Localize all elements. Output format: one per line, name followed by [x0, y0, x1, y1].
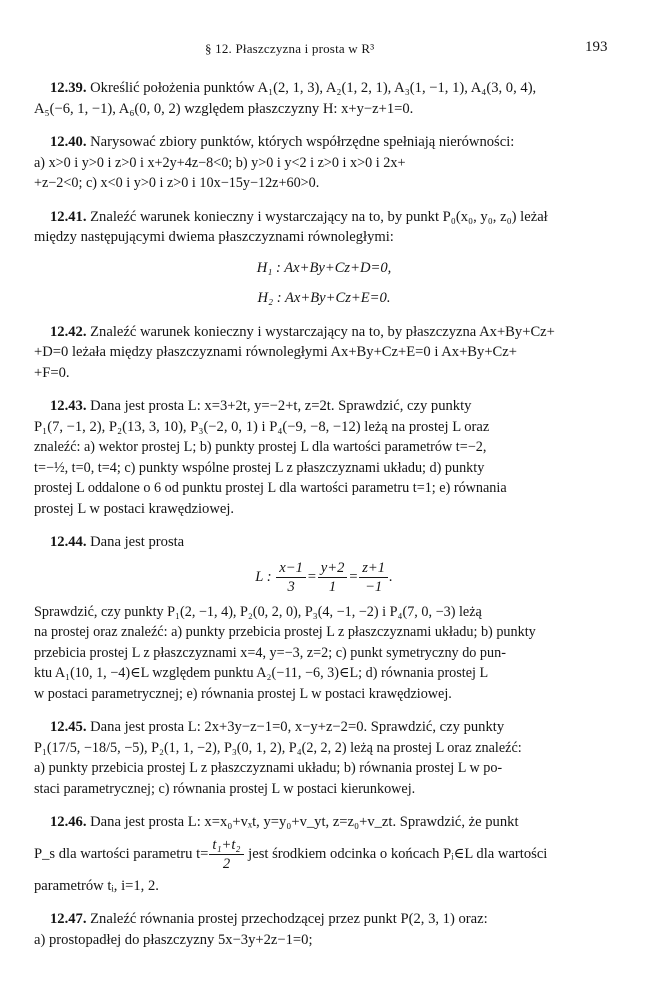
problem-line: [34, 78, 614, 99]
problem-number: 12.46.: [50, 814, 87, 830]
problem-line: Sprawdzić, czy punkty P₁(2, −1, 4), P₂(0, 2, 0), P₃(4, −1, −2) i P₄(7, 0, −3) leżą: [34, 603, 482, 620]
problem-line: na prostej oraz znaleźć: a) punkty przebicia prostej L z płaszczyznami układu; b) punkty: [34, 624, 536, 640]
problem-line: staci parametrycznej; c) równania prostej L w postaci kierunkowej.: [34, 780, 416, 797]
problem-line: [34, 909, 614, 930]
problem-number: 12.39.: [50, 80, 87, 96]
problem-number: 12.41.: [50, 208, 87, 225]
fraction-x: [276, 559, 306, 596]
problem-line: +D=0 leżała między płaszczyznami równoległymi Ax+By+Cz+E=0 i Ax+By+Cz+: [34, 344, 518, 360]
problem-line: A₅(−6, 1, −1), A₆(0, 0, 2) względem płaszczyzny H: x+y−z+1=0.: [34, 100, 414, 117]
fraction-denominator: 1: [328, 578, 337, 595]
fraction-numerator: z+1: [359, 559, 388, 578]
running-header: [0, 38, 672, 60]
problem-12-42: [34, 322, 614, 384]
problem-number: 12.42.: [50, 323, 87, 340]
problem-text: Określić położenia punktów A₁(2, 1, 3), A₂(1, 2, 1), A₃(1, −1, 1), A₄(3, 0, 4),: [90, 80, 537, 96]
problem-line: [34, 132, 614, 153]
problem-line: [34, 532, 614, 553]
problem-12-45: [34, 717, 614, 799]
fraction-y: [318, 559, 348, 596]
fraction-numerator: y+2: [318, 559, 348, 578]
problem-line: P₁(17/5, −18/5, −5), P₂(1, 1, −2), P₃(0, 1, 2), P₄(2, 2, 2) leżą na prostej L oraz znaleźć:: [34, 739, 522, 756]
problem-line: [34, 207, 614, 228]
equation-h1: H₁ : Ax+By+Cz+D=0,: [256, 259, 392, 276]
problem-text: P_s dla wartości parametru t=: [34, 845, 209, 862]
problem-line: [34, 322, 614, 343]
problem-text: jest środkiem odcinka o końcach Pᵢ∈L dla wartości: [248, 845, 548, 862]
problem-line: prostej L oddalone o 6 od punktu prostej L dla wartości parametru t=1; e) równania: [34, 480, 507, 496]
equation-h2: H₂ : Ax+By+Cz+E=0.: [257, 290, 391, 306]
problem-number: 12.43.: [50, 398, 87, 414]
fraction-numerator: x−1: [276, 559, 306, 578]
fraction-numerator: t₁+t₂: [209, 836, 243, 855]
problem-text: Dana jest prosta L: 2x+3y−z−1=0, x−y+z−2=0. Sprawdzić, czy punkty: [90, 719, 505, 735]
equals-sign: =: [306, 568, 317, 585]
fraction-denominator: −1: [365, 578, 383, 595]
problem-text: Znaleźć warunek konieczny i wystarczający na to, by płaszczyzna Ax+By+Cz+: [90, 323, 555, 340]
fraction-denominator: 3: [287, 578, 295, 595]
fraction-z: [359, 559, 388, 596]
problem-line: znaleźć: a) wektor prostej L; b) punkty prostej L dla wartości parametrów t=−2,: [34, 439, 487, 455]
problem-12-46: [34, 812, 614, 896]
problem-number: 12.45.: [50, 719, 87, 735]
problem-text: Dana jest prosta L: x=x₀+vₓt, y=y₀+v_yt, z=z₀+v_zt. Sprawdzić, że punkt: [90, 814, 519, 830]
problem-line: przebicia prostej L z płaszczyznami x=4, y=−3, z=2; c) punkt symetryczny do pun-: [34, 644, 506, 661]
problem-line: +F=0.: [34, 364, 70, 381]
problem-text: Znaleźć równania prostej przechodzącej przez punkt P(2, 3, 1) oraz:: [90, 911, 488, 927]
equation-prefix: L :: [255, 568, 272, 585]
problem-text: Dana jest prosta L: x=3+2t, y=−2+t, z=2t. Sprawdzić, czy punkty: [90, 398, 472, 414]
problem-line: a) prostopadłej do płaszczyzny 5x−3y+2z−1=0;: [34, 931, 313, 948]
line-equation: [34, 559, 614, 596]
problem-text: Znaleźć warunek konieczny i wystarczający na to, by punkt P₀(x₀, y₀, z₀) leżał: [90, 208, 548, 225]
fraction-denominator: 2: [222, 855, 231, 872]
problem-12-40: [34, 132, 614, 194]
problem-12-39: [34, 78, 614, 119]
page-number: 193: [585, 39, 608, 55]
parameter-fraction: [209, 836, 243, 873]
problem-number: 12.47.: [50, 911, 87, 927]
equation-end: .: [389, 568, 393, 585]
problem-line: prostej L w postaci krawędziowej.: [34, 500, 235, 517]
problem-12-43: [34, 396, 614, 519]
problem-line: a) x>0 i y>0 i z>0 i x+2y+4z−8<0; b) y>0 i y<2 i z>0 i x>0 i 2x+: [34, 154, 406, 171]
problem-line: [34, 717, 614, 738]
problem-line: [34, 396, 614, 417]
problem-line: +z−2<0; c) x<0 i y>0 i z>0 i 10x−15y−12z+60>0.: [34, 175, 320, 191]
problem-12-41: [34, 207, 614, 309]
problem-number: 12.40.: [50, 134, 87, 150]
problem-text: Dana jest prosta: [90, 534, 185, 550]
problem-line: [34, 812, 614, 833]
problem-line: t=−½, t=0, t=4; c) punkty wspólne prostej L z płaszczyznami układu; d) punkty: [34, 459, 485, 476]
section-title: § 12. Płaszczyzna i prosta w R³: [205, 41, 375, 56]
problem-line: a) punkty przebicia prostej L z płaszczyznami układu; b) równania prostej L w po-: [34, 760, 503, 776]
problem-text: Narysować zbiory punktów, których współrzędne spełniają nierówności:: [90, 134, 515, 150]
problem-12-47: [34, 909, 614, 950]
problem-line: [34, 836, 614, 873]
problem-line: ktu A₁(10, 1, −4)∈L względem punktu A₂(−11, −6, 3)∈L; d) równania prostej L: [34, 665, 489, 681]
equals-sign: =: [348, 568, 359, 585]
problem-line: P₁(7, −1, 2), P₂(13, 3, 10), P₃(−2, 0, 1) i P₄(−9, −8, −12) leżą na prostej L oraz: [34, 418, 490, 435]
page-content: [34, 78, 614, 959]
problem-number: 12.44.: [50, 534, 87, 550]
problem-12-44: [34, 532, 614, 704]
problem-line: w postaci parametrycznej; e) równania prostej L w postaci krawędziowej.: [34, 685, 452, 702]
problem-line: między następującymi dwiema płaszczyznami równoległymi:: [34, 229, 394, 245]
problem-line: parametrów tᵢ, i=1, 2.: [34, 877, 159, 894]
